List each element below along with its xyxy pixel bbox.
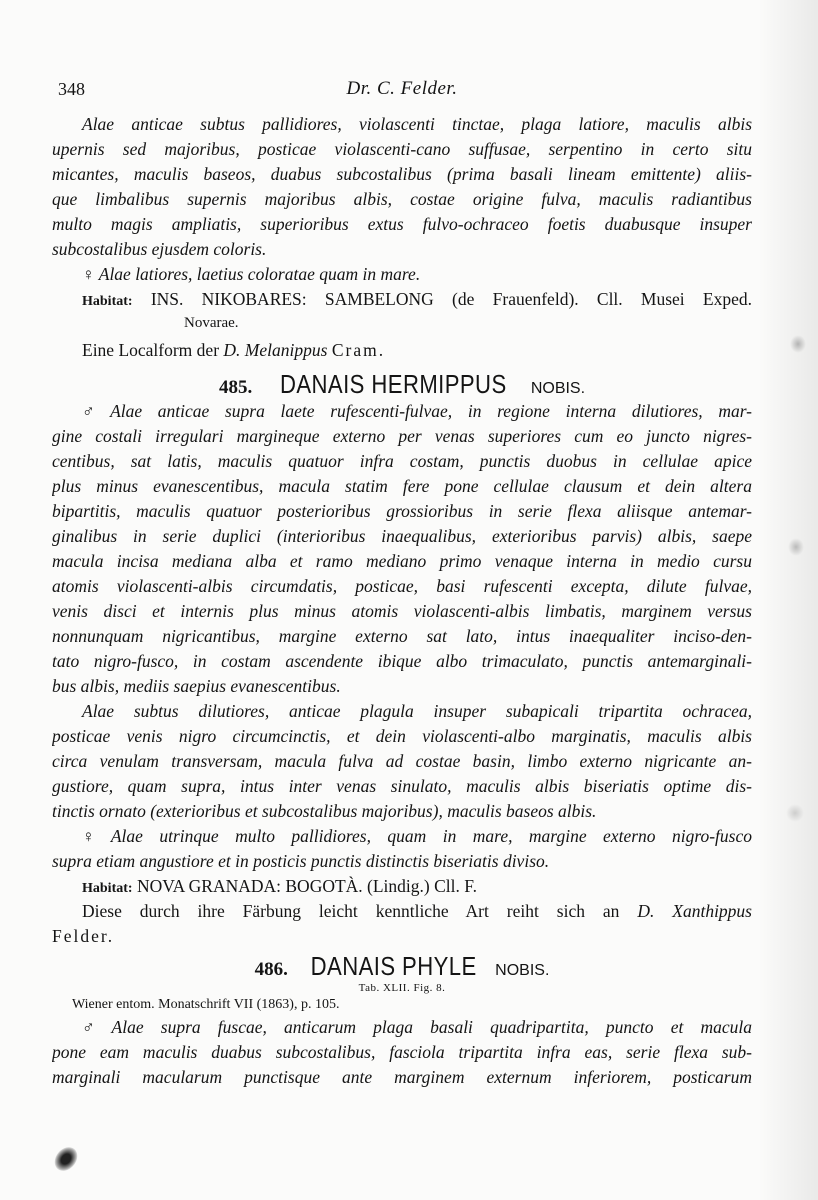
species-reference: D. Xanthippus — [637, 901, 752, 921]
text-line: Alae subtus dilutiores, anticae plagula insuper subapicali tripartita ochracea, — [82, 701, 752, 721]
species-number: 485. — [218, 377, 253, 398]
habitat-line — [52, 287, 752, 312]
habitat-text: INS. NIKOBARES: SAMBELONG (de Frauenfeld). Cll. Musei Exped. — [150, 289, 752, 309]
ink-blot — [50, 1143, 82, 1176]
text-line: tato nigro-fusco, in costam ascendente ibique albo trimaculato, punctis antemarginali- — [52, 651, 752, 671]
text-line: bus albis, mediis saepius evanescentibus. — [52, 676, 341, 696]
literature-citation: Wiener entom. Monatschrift VII (1863), p. 105. — [72, 997, 340, 1012]
text-line: centibus, sat latis, maculis quatuor infra costam, punctis duobus in cellulae apice — [52, 451, 752, 471]
species-name: DANAIS HERMIPPUS — [280, 369, 507, 399]
text-line: Alae anticae subtus pallidiores, violascenti tinctae, plaga latiore, maculis albis — [82, 114, 752, 134]
habitat-label: Habitat: — [82, 294, 133, 309]
species-name: DANAIS PHYLE — [310, 951, 477, 981]
text-line: tinctis ornato (exterioribus et subcostalibus majoribus), maculis baseos albis. — [52, 801, 597, 821]
female-symbol: ♀ — [82, 265, 95, 284]
species-authority: NOBIS. — [495, 962, 550, 979]
male-symbol: ♂ — [82, 1018, 108, 1037]
text-line — [52, 824, 752, 849]
text-line: posticae venis nigro circumcinctis, et dein violascenti-albo marginatis, maculis albis — [52, 726, 752, 746]
remark-text: Diese durch ihre Färbung leicht kenntliche Art reiht sich an — [82, 901, 638, 921]
text-fragment: Alae supra fuscae, anticarum plaga basali quadripartita, puncto et macula — [111, 1017, 752, 1037]
text-line: bipartitis, maculis quatuor posterioribus grossioribus in serie flexa aliisque antemar- — [52, 501, 752, 521]
text-line: supra etiam angustiore et in posticis punctis distinctis biseriatis diviso. — [52, 851, 550, 871]
text-line: nonnunquam nigricantibus, margine externo sat lato, intus inaequaliter inciso-den- — [52, 626, 752, 646]
text-fragment: Alae utrinque multo pallidiores, quam in mare, margine externo nigro-fusco — [110, 826, 752, 846]
female-note — [52, 262, 752, 287]
species-number: 486. — [254, 959, 288, 980]
paper-stain — [790, 335, 806, 353]
running-head: Dr. C. Felder. — [346, 78, 458, 99]
species-486-description — [52, 1015, 752, 1090]
male-symbol: ♂ — [82, 402, 107, 421]
text-line: marginali macularum punctisque ante marginem externum inferiorem, posticarum — [52, 1067, 752, 1087]
text-line: venis disci et internis plus minus atomis violascenti-albis limbatis, marginem versus — [52, 601, 752, 621]
text-line: gustiore, quam supra, intus inter venas sinulato, maculis albis biseriatis optime dis- — [52, 776, 752, 796]
text-line: que limbalibus supernis majoribus albis, costae origine fulva, maculis radiantibus — [52, 189, 752, 209]
text-line: upernis sed majoribus, posticae violascenti-cano suffusae, serpentino in certo situ — [52, 139, 752, 159]
text-line: multo magis ampliatis, superioribus extus fulvo-ochraceo foetis duabusque insuper — [52, 214, 752, 234]
species-485-description — [52, 399, 752, 949]
text-line: pone eam maculis duabus subcostalibus, fasciola tripartita infra eas, serie flexa sub- — [52, 1042, 752, 1062]
text-line: micantes, maculis baseos, duabus subcostalibus (prima basali lineam emittente) aliis- — [52, 164, 752, 184]
paper-stain — [788, 538, 804, 556]
female-symbol: ♀ — [82, 827, 107, 846]
page-header — [52, 76, 752, 112]
page-body — [52, 76, 752, 1090]
continuation-paragraph — [52, 112, 752, 363]
species-heading-486 — [52, 951, 752, 981]
author-reference: Felder. — [52, 926, 115, 946]
remark-line — [52, 338, 752, 363]
text-line: circa venulam transversam, macula fulva ad costae basin, limbo externo nigricante an- — [52, 751, 752, 771]
text-line: gine costali irregulari margineque externo per venas superiores cum eo juncto nigres- — [52, 426, 752, 446]
text-line — [52, 399, 752, 424]
text-line: ginalibus in serie duplici (interioribus inaequalibus, exterioribus parvis) albis, saepe — [52, 526, 752, 546]
female-note-text: Alae latiores, laetius coloratae quam in mare. — [98, 264, 421, 284]
habitat-line — [52, 874, 752, 899]
plate-reference: Tab. XLII. Fig. 8. — [358, 982, 446, 994]
page-edge-shadow — [758, 0, 818, 1200]
text-line: atomis violascenti-albis circumdatis, posticae, basi rufescenti excepta, dilute fulvae, — [52, 576, 752, 596]
text-line: macula incisa mediana alba et ramo mediano primo venaque interna in medio cursu — [52, 551, 752, 571]
species-reference: D. Melanippus — [223, 340, 328, 360]
text-fragment: Alae anticae supra laete rufescenti-fulvae, in regione interna dilutiores, mar- — [110, 401, 752, 421]
text-line — [52, 1015, 752, 1040]
remark-text: Eine Localform der — [82, 340, 224, 360]
page-number: 348 — [58, 79, 85, 99]
text-line: plus minus evanescentibus, macula statim fere pone cellulae clausum et dein altera — [52, 476, 752, 496]
remark-line — [52, 899, 752, 924]
author-reference: Cram. — [331, 340, 386, 360]
species-authority: NOBIS. — [530, 380, 586, 397]
habitat-label: Habitat: — [82, 881, 133, 896]
species-heading-485 — [52, 369, 752, 399]
text-line: subcostalibus ejusdem coloris. — [52, 239, 267, 259]
habitat-continuation: Novarae. — [184, 315, 239, 331]
paper-stain — [786, 804, 804, 822]
habitat-text: NOVA GRANADA: BOGOTÀ. (Lindig.) Cll. F. — [136, 876, 477, 896]
